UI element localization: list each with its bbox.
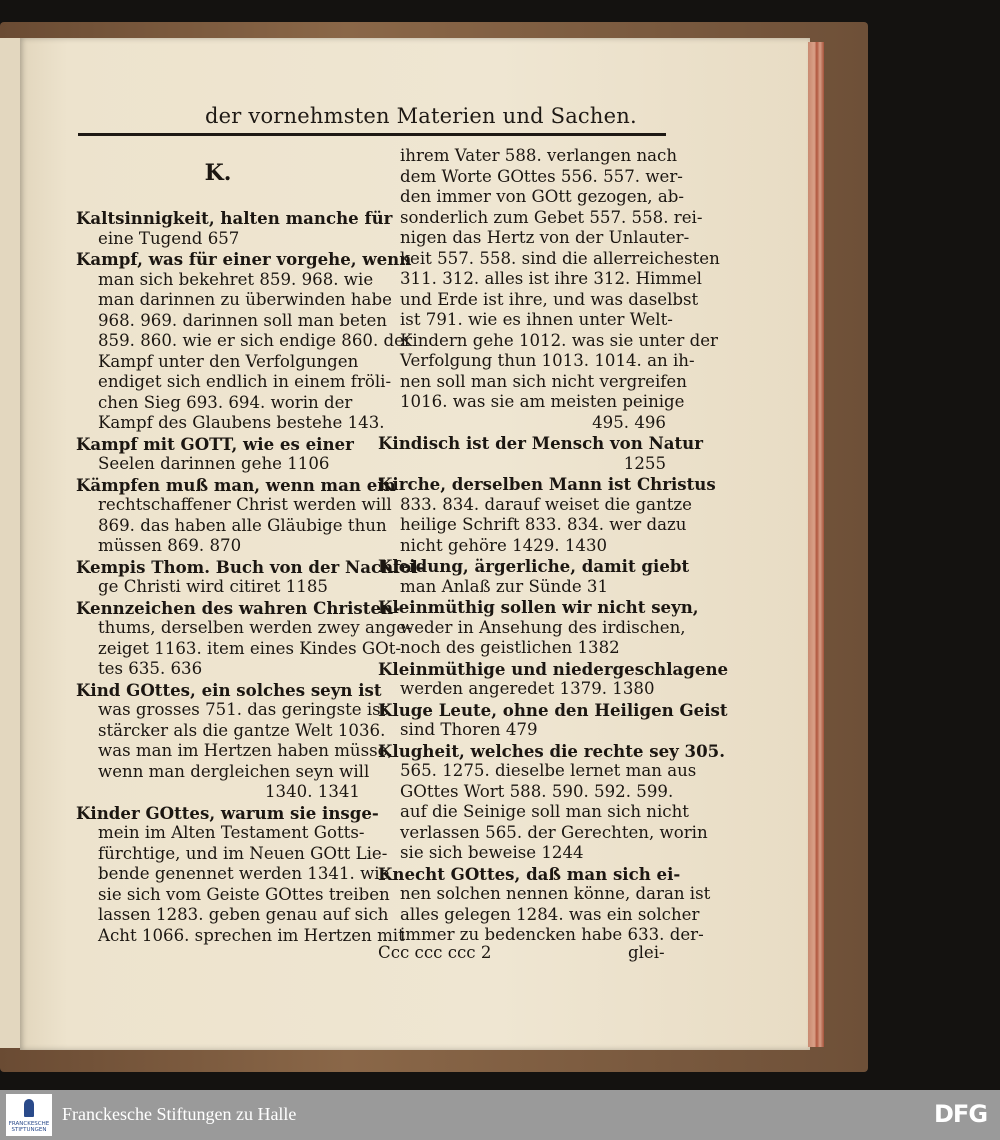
catchword: glei- [628, 943, 665, 962]
entry-line: weder in Ansehung des irdischen, [400, 617, 686, 637]
institution-name[interactable]: Franckesche Stiftungen zu Halle [62, 1104, 297, 1124]
index-entry [378, 863, 711, 946]
entry-line: sie sich beweise 1244 [400, 843, 584, 862]
entry-line: verlassen 565. der Gerechten, worin [400, 822, 708, 842]
entry-line: Kampf mit GOTT, wie es einer [76, 433, 354, 454]
entry-line: nen soll man sich nicht vergreifen [400, 371, 687, 391]
entry-line: man sich bekehret 859. 968. wie [98, 269, 374, 289]
entry-line: stärcker als die gantze Welt 1036. [98, 720, 386, 740]
entry-line: Kempis Thom. Buch von der Nachfol- [76, 556, 425, 577]
index-entry [378, 740, 725, 864]
index-entry [76, 474, 396, 557]
entry-line: auf die Seinige soll man sich nicht [400, 802, 689, 821]
index-entry [378, 474, 716, 556]
index-entry [76, 434, 360, 475]
right-entries [378, 146, 729, 946]
dfg-logo[interactable]: DFG [934, 1100, 988, 1128]
entry-line: Kleinmüthige und niedergeschlagene [378, 658, 729, 679]
entry-line: 1016. was sie am meisten peinige [400, 392, 685, 411]
entry-line: Knecht GOttes, daß man sich ei- [378, 863, 681, 884]
entry-line: 1340. 1341 [264, 782, 360, 801]
right-column [378, 146, 729, 946]
entry-line: dem Worte GOttes 556. 557. wer- [400, 166, 683, 186]
index-entry [378, 556, 690, 597]
entry-line: immer zu bedencken habe 633. der- [400, 925, 704, 944]
index-entry [76, 249, 412, 434]
entry-line: man darinnen zu überwinden habe [98, 290, 392, 309]
entry-line: 311. 312. alles ist ihre 312. Himmel [400, 269, 702, 288]
entry-line: nicht gehöre 1429. 1430 [400, 535, 608, 555]
entry-line: ihrem Vater 588. verlangen nach [400, 146, 678, 165]
index-entry [76, 556, 425, 598]
entry-line: Kirche, derselben Mann ist Christus [378, 474, 716, 494]
header-rule [78, 133, 666, 136]
entry-line: 495. 496 [592, 412, 666, 432]
entry-line: sie sich vom Geiste GOttes treiben [98, 884, 390, 904]
signature-mark: Ccc ccc ccc 2 [378, 943, 492, 962]
entry-line: bende genennet werden 1341. wie [98, 864, 390, 883]
entry-line: keit 557. 558. sind die allerreichesten [400, 248, 720, 268]
entry-line: 565. 1275. dieselbe lernet man aus [400, 761, 697, 780]
entry-line: 859. 860. wie er sich endige 860. der [98, 331, 412, 350]
left-entries [76, 208, 425, 946]
entry-line: chen Sieg 693. 694. worin der [98, 392, 353, 412]
running-head: der vornehmsten Materien und Sachen. [205, 104, 637, 128]
entry-line: Kluge Leute, ohne den Heiligen Geist [378, 699, 728, 720]
entry-line: Kinder GOttes, warum sie insge- [76, 802, 379, 823]
entry-line: Kindern gehe 1012. was sie unter der [400, 330, 718, 350]
footer-bar [0, 1090, 1000, 1140]
entry-line: nen solchen nennen könne, daran ist [400, 884, 711, 903]
entry-line: Acht 1066. sprechen im Hertzen mit [98, 925, 405, 945]
entry-line: eine Tugend 657 [98, 228, 240, 248]
entry-line: 869. das haben alle Gläubige thun [98, 515, 387, 535]
entry-line: Kampf, was für einer vorgehe, wenn [76, 249, 412, 269]
entry-line: Kaltsinnigkeit, halten manche für [76, 208, 393, 228]
logo-text: FRANCKESCHE STIFTUNGEN [8, 1121, 50, 1133]
index-entry [378, 146, 720, 433]
entry-line: noch des geistlichen 1382 [400, 638, 620, 657]
entry-line: alles gelegen 1284. was ein solcher [400, 904, 700, 924]
index-entry [378, 433, 703, 474]
entry-line: man Anlaß zur Sünde 31 [400, 576, 609, 596]
entry-line: heilige Schrift 833. 834. wer dazu [400, 515, 687, 534]
entry-line: müssen 869. 870 [98, 536, 242, 555]
entry-line: 833. 834. darauf weiset die gantze [400, 494, 692, 514]
entry-line: rechtschaffener Christ werden will [98, 495, 392, 514]
entry-line: zeiget 1163. item eines Kindes GOt- [98, 638, 402, 658]
index-entry [378, 597, 699, 659]
entry-line: werden angeredet 1379. 1380 [400, 679, 655, 698]
entry-line: endiget sich endlich in einem fröli- [98, 372, 392, 391]
entry-line: Kind GOttes, ein solches seyn ist [76, 679, 382, 700]
entry-line: Kampf des Glaubens bestehe 143. [98, 413, 385, 432]
entry-line: sind Thoren 479 [400, 720, 538, 739]
entry-line: den immer von GOtt gezogen, ab- [400, 187, 684, 206]
entry-line: lassen 1283. geben genau auf sich [98, 905, 389, 924]
entry-line: fürchtige, und im Neuen GOtt Lie- [98, 843, 388, 863]
entry-line: Kennzeichen des wahren Christen- [76, 597, 400, 618]
entry-line: wenn man dergleichen seyn will [98, 761, 370, 781]
page-edges [808, 42, 824, 1047]
entry-line: sonderlich zum Gebet 557. 558. rei- [400, 207, 703, 227]
entry-line: GOttes Wort 588. 590. 592. 599. [400, 781, 674, 801]
entry-line: 1255 [623, 453, 666, 473]
entry-line: was man im Hertzen haben müsse, [98, 741, 393, 760]
entry-line: Kampf unter den Verfolgungen [98, 351, 359, 371]
entry-line: ist 791. wie es ihnen unter Welt- [400, 310, 673, 329]
left-column [76, 160, 425, 946]
entry-line: nigen das Hertz von der Unlauter- [400, 228, 690, 247]
index-entry [76, 208, 393, 249]
index-entry [76, 679, 393, 803]
entry-line: Verfolgung thun 1013. 1014. an ih- [400, 351, 695, 370]
index-entry [378, 658, 729, 700]
entry-line: Kindisch ist der Mensch von Natur [378, 433, 703, 453]
index-entry [76, 802, 405, 947]
entry-line: Kämpfen muß man, wenn man ein [76, 474, 396, 495]
entry-line: und Erde ist ihre, und was daselbst [400, 289, 699, 309]
index-entry [76, 597, 412, 680]
figure-icon [24, 1099, 34, 1117]
section-letter: K. [204, 160, 232, 186]
entry-line: thums, derselben werden zwey ange- [98, 618, 412, 637]
entry-line: Kleinmüthig sollen wir nicht seyn, [378, 597, 699, 617]
entry-line: mein im Alten Testament Gotts- [98, 823, 365, 842]
institution-logo[interactable] [6, 1094, 52, 1136]
entry-line: was grosses 751. das geringste ist [98, 700, 388, 719]
entry-line: Kleidung, ärgerliche, damit giebt [378, 556, 690, 576]
entry-line: 968. 969. darinnen soll man beten [98, 310, 387, 330]
index-entry [378, 699, 728, 741]
entry-line: tes 635. 636 [98, 659, 203, 678]
entry-line: ge Christi wird citiret 1185 [98, 577, 328, 596]
entry-line: Seelen darinnen gehe 1106 [98, 454, 330, 473]
entry-line: Klugheit, welches die rechte sey 305. [378, 740, 725, 761]
